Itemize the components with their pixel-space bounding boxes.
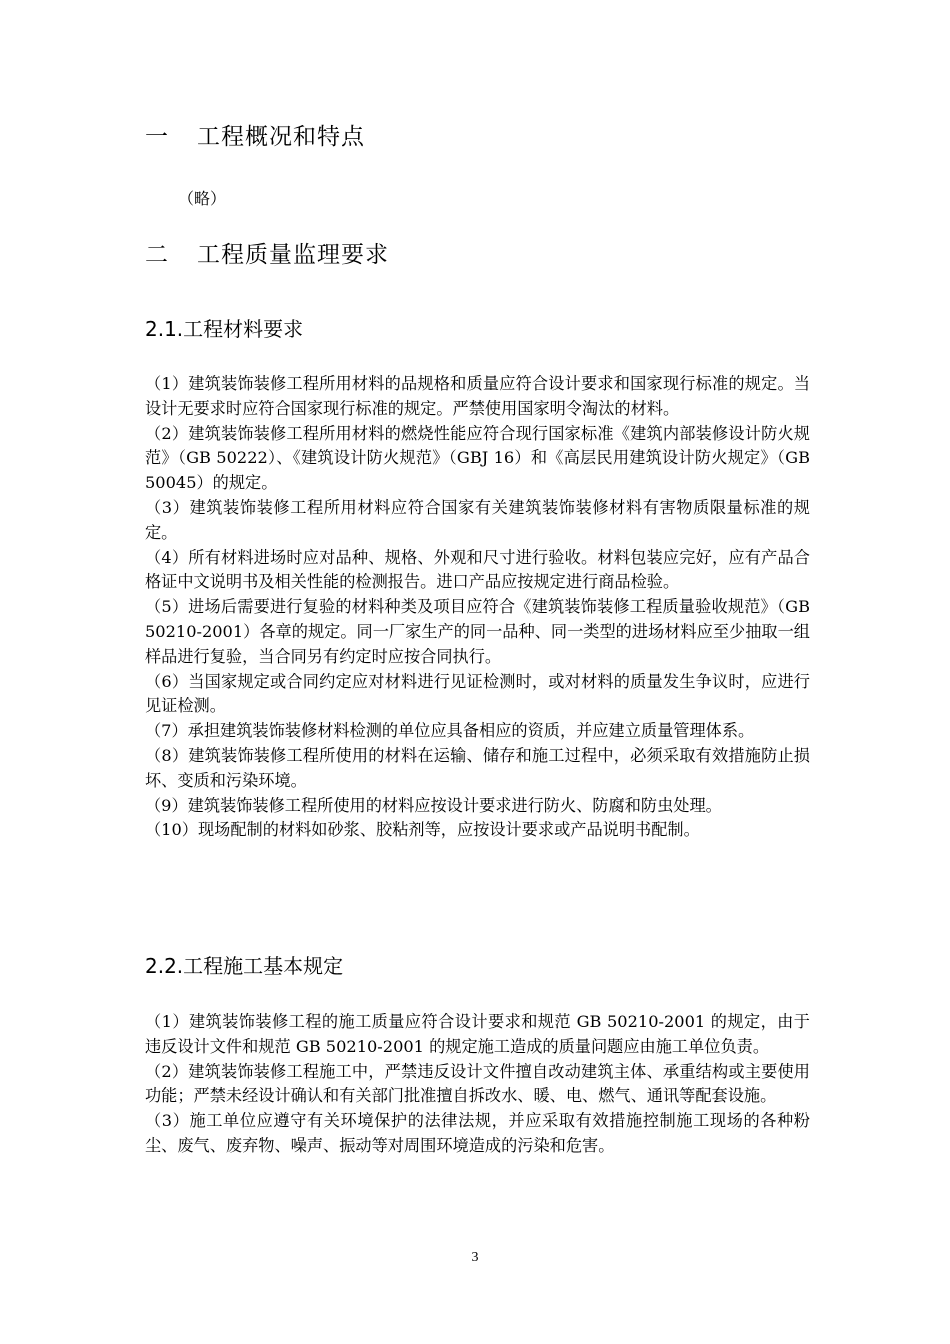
page-number: 3 xyxy=(471,1250,479,1265)
section-number: 二 xyxy=(145,242,169,268)
paragraph: （8）建筑装饰装修工程所使用的材料在运输、储存和施工过程中，必须采取有效措施防止损坏、变质和污染环境。 xyxy=(145,745,810,790)
paragraph: （1）建筑装饰装修工程所用材料的品规格和质量应符合设计要求和国家现行标准的规定。当设计无要求时应符合国家现行标准的规定。严禁使用国家明令淘汰的材料。 xyxy=(145,374,810,418)
subsection-heading-2-2: 2.2.工程施工基本规定 xyxy=(145,954,344,978)
section-heading-1 xyxy=(145,118,365,151)
paragraph: （2）建筑装饰装修工程施工中，严禁违反设计文件擅自改动建筑主体、承重结构或主要使用功能；严禁未经设计确认和有关部门批准擅自拆改水、暖、电、燃气、通讯等配套设施。 xyxy=(145,1061,810,1106)
section-number: 一 xyxy=(145,124,169,150)
section-note: （略） xyxy=(178,189,227,208)
section-title: 工程概况和特点 xyxy=(197,124,365,150)
paragraph: （10）现场配制的材料如砂浆、胶粘剂等，应按设计要求或产品说明书配制。 xyxy=(145,820,700,840)
paragraph: （3）建筑装饰装修工程所用材料应符合国家有关建筑装饰装修材料有害物质限量标准的规定。 xyxy=(145,497,810,542)
paragraph: （3）施工单位应遵守有关环境保护的法律法规，并应采取有效措施控制施工现场的各种粉尘、废气、废弃物、噪声、振动等对周围环境造成的污染和危害。 xyxy=(145,1111,810,1155)
construction-rules-list xyxy=(145,1010,810,1159)
paragraph: （9）建筑装饰装修工程所使用的材料应按设计要求进行防火、防腐和防虫处理。 xyxy=(145,795,722,815)
subsection-heading-2-1: 2.1.工程材料要求 xyxy=(145,317,304,341)
paragraph: （7）承担建筑装饰装修材料检测的单位应具备相应的资质，并应建立质量管理体系。 xyxy=(145,721,755,741)
materials-requirements-list xyxy=(145,372,810,843)
paragraph: （4）所有材料进场时应对品种、规格、外观和尺寸进行验收。材料包装应完好，应有产品合格证中文说明书及相关性能的检测报告。进口产品应按规定进行商品检验。 xyxy=(145,547,810,592)
paragraph: （5）进场后需要进行复验的材料种类及项目应符合《建筑装饰装修工程质量验收规范》（GB 50210-2001）各章的规定。同一厂家生产的同一品种、同一类型的进场材料应至少抽取一组样品进行复验，当合同另有约定时应按合同执行。 xyxy=(145,597,810,666)
section-heading-2 xyxy=(145,236,389,269)
section-title: 工程质量监理要求 xyxy=(197,242,389,268)
paragraph: （1）建筑装饰装修工程的施工质量应符合设计要求和规范 GB 50210-2001 的规定，由于违反设计文件和规范 GB 50210-2001 的规定施工造成的质量问题应由施工单位负责。 xyxy=(145,1012,810,1056)
paragraph: （6）当国家规定或合同约定应对材料进行见证检测时，或对材料的质量发生争议时，应进行见证检测。 xyxy=(145,671,810,716)
paragraph: （2）建筑装饰装修工程所用材料的燃烧性能应符合现行国家标准《建筑内部装修设计防火规范》（GB 50222）、《建筑设计防火规范》（GBJ 16）和《高层民用建筑设计防火规定》（GB 50045）的规定。 xyxy=(145,423,810,493)
